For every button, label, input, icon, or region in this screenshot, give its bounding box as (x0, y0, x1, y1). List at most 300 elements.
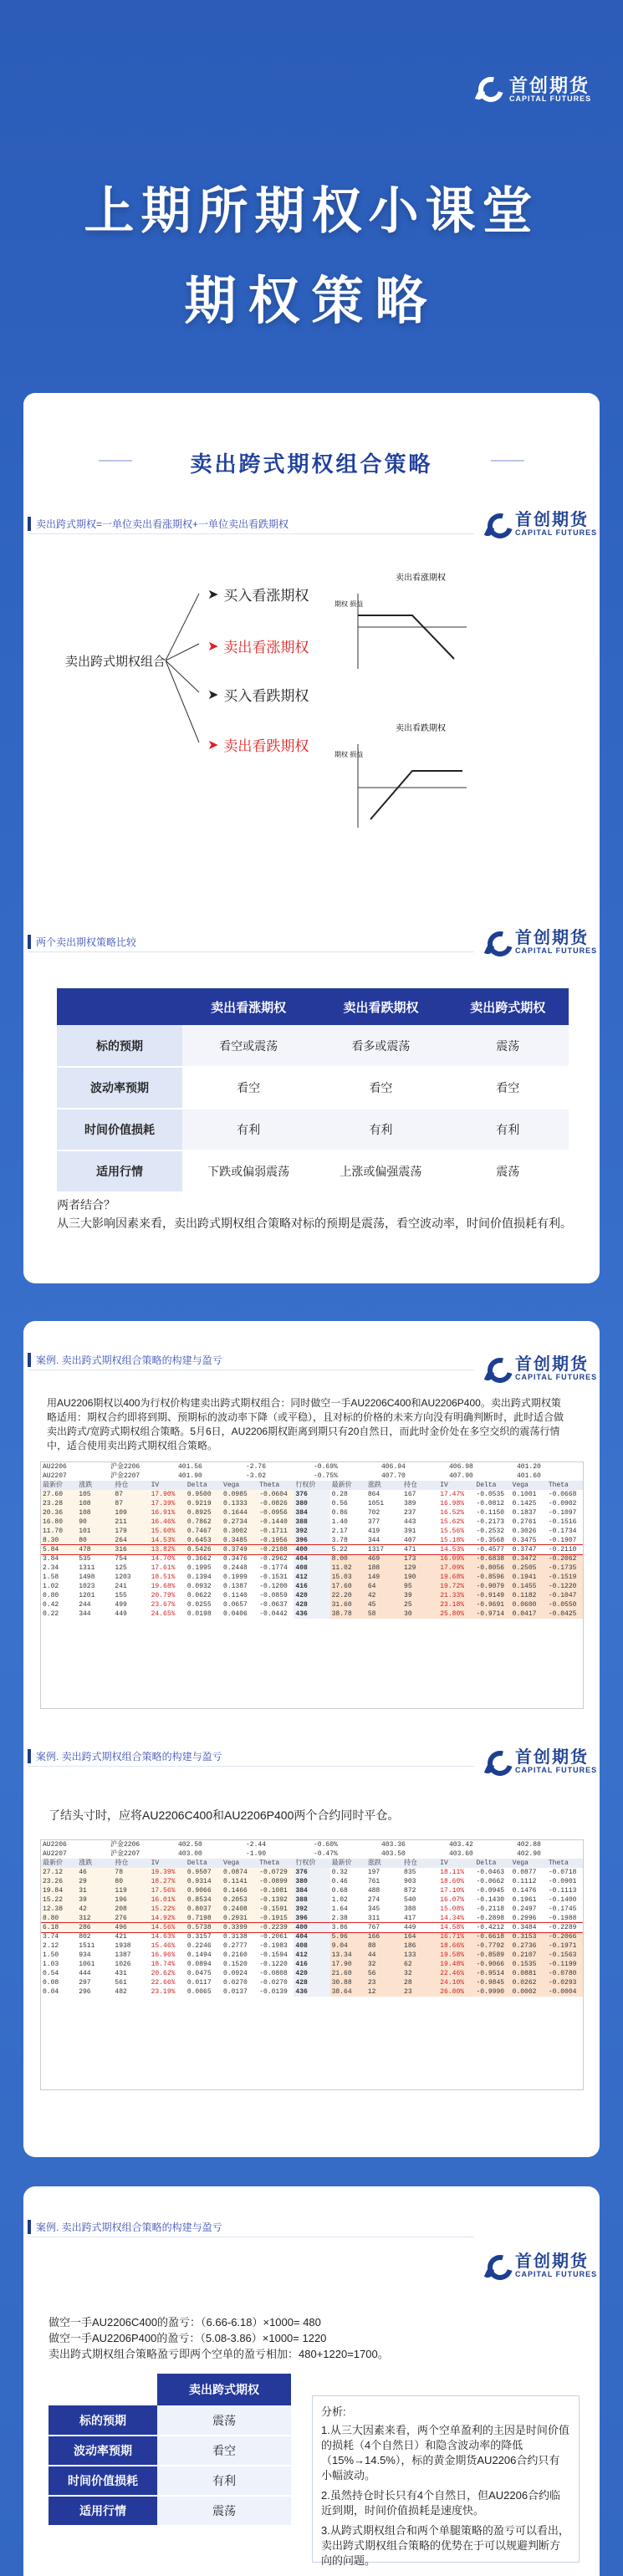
cell: Vega (512, 1859, 529, 1867)
cell: -2.76 (246, 1463, 267, 1471)
brand-en: CAPITAL FUTURES (515, 1765, 598, 1774)
cell: 155 (113, 1591, 149, 1600)
cell: -0.1745 (547, 1905, 583, 1914)
mindmap-branches (166, 577, 224, 761)
cell: -0.0270 (258, 1978, 294, 1987)
cell: 23 (402, 1987, 438, 1997)
cell: 14.92% (150, 1914, 186, 1923)
cell: -0.1915 (258, 1914, 294, 1923)
cell: 436 (294, 1987, 329, 1997)
cell: 0.1837 (511, 1508, 547, 1518)
cell: 0.7198 (186, 1914, 222, 1923)
brand-en: CAPITAL FUTURES (515, 1372, 598, 1381)
comparison-table (57, 988, 569, 1193)
option-chain-open (40, 1461, 584, 1709)
cell: 8.80 (41, 1914, 77, 1923)
cell: -0.1971 (547, 1941, 583, 1951)
cell: 188 (366, 1563, 402, 1573)
cell: AU2206 (43, 1841, 67, 1849)
cell: 417 (402, 1914, 438, 1923)
cell: 沪金2207 (110, 1850, 140, 1858)
cell: 23.26 (41, 1877, 77, 1886)
cell: -0.1591 (258, 1905, 294, 1914)
cell: 16.52% (438, 1508, 474, 1518)
cell: -0.1220 (547, 1582, 583, 1591)
cell: 18.11% (438, 1868, 474, 1877)
cell: 0.1455 (511, 1582, 547, 1591)
cell: 0.1394 (186, 1573, 222, 1582)
cell: 376 (294, 1868, 329, 1877)
cell: 0.0924 (222, 1969, 258, 1978)
chart-title: 卖出看涨期权 (396, 574, 446, 583)
cell: 0.1494 (186, 1951, 222, 1960)
cell: 19.72% (438, 1582, 474, 1591)
cell: 0.6453 (186, 1536, 222, 1545)
cell: 1026 (113, 1960, 149, 1969)
cell: 80 (113, 1877, 149, 1886)
mindmap-item-buy-call (207, 584, 309, 604)
cell: -0.1956 (258, 1536, 294, 1545)
cell: -0.0808 (258, 1969, 294, 1978)
cell: 震荡 (157, 2496, 291, 2526)
brand-cn: 首创期货 (509, 74, 590, 96)
cell: 0.8037 (186, 1905, 222, 1914)
futures-row (41, 1472, 583, 1481)
cell: 406.94 (381, 1463, 406, 1471)
cell: -0.0442 (258, 1609, 294, 1619)
cell: -0.0780 (547, 1969, 583, 1978)
cell: 64 (366, 1582, 402, 1591)
cell: -0.1735 (547, 1563, 583, 1573)
cell: 0.1140 (222, 1591, 258, 1600)
cell: 0.7467 (186, 1527, 222, 1536)
cell: -0.1563 (547, 1951, 583, 1960)
cell: 449 (113, 1609, 149, 1619)
cell: -0.60% (314, 1841, 338, 1849)
brand-mark-icon (482, 510, 510, 538)
cell: 沪金2206 (110, 1841, 140, 1849)
cell: 108 (77, 1499, 113, 1508)
cell: 1.40 (330, 1518, 366, 1527)
sub-title: 期权策略 (184, 270, 439, 331)
cell: 211 (113, 1518, 149, 1527)
cell: 20.36 (41, 1508, 77, 1518)
cell: -0.0729 (258, 1868, 294, 1877)
cell: 3.74 (41, 1932, 77, 1941)
cell: 0.9500 (186, 1490, 222, 1499)
cell: -0.0956 (258, 1508, 294, 1518)
cell: 涨跌 (79, 1482, 93, 1489)
cell: 23.19% (150, 1987, 186, 1997)
table-row (41, 1573, 583, 1582)
cell: -0.8056 (474, 1563, 510, 1573)
cell: 444 (77, 1969, 113, 1978)
col-header: 卖出跨式期权 (447, 988, 569, 1025)
cell: 18.51% (150, 1573, 186, 1582)
cell: 0.2777 (222, 1941, 258, 1951)
cell: 沪金2207 (110, 1472, 140, 1480)
cell: 0.04 (41, 1987, 77, 1997)
table-row (41, 1582, 583, 1591)
cell: 1938 (113, 1941, 149, 1951)
cell: -0.2061 (258, 1932, 294, 1941)
cell: 402.90 (517, 1850, 541, 1858)
cell: 0.86 (330, 1508, 366, 1518)
cell: 264 (113, 1536, 149, 1545)
cell: 0.3399 (222, 1923, 258, 1932)
cell: 0.3747 (511, 1545, 547, 1554)
cell: 17.10% (438, 1886, 474, 1895)
table-row (41, 1987, 583, 1997)
slide-logo (482, 1354, 597, 1383)
cell: 0.2761 (511, 1518, 547, 1527)
cell: 持仓 (404, 1859, 418, 1867)
analysis-box (312, 2395, 580, 2567)
cell: 0.2246 (186, 1941, 222, 1951)
cell: 16.07% (438, 1895, 474, 1905)
cell: 0.3749 (222, 1545, 258, 1554)
slide-rule (28, 533, 474, 534)
cell: 15.08% (438, 1905, 474, 1914)
cell: 0.0881 (511, 1969, 547, 1978)
cell: 133 (402, 1951, 438, 1960)
cell: 20.62% (150, 1969, 186, 1978)
cell: 27.60 (41, 1490, 77, 1499)
cell: -0.9691 (474, 1600, 510, 1609)
table-row (41, 1951, 583, 1960)
cell: 32 (366, 1960, 402, 1969)
payoff-line (358, 615, 454, 659)
cell: 2.12 (41, 1941, 77, 1951)
card-case-study (23, 1321, 600, 2157)
cell: 42 (366, 1591, 402, 1600)
cell: -0.2532 (474, 1527, 510, 1536)
card-header: 卖出跨式期权组合策略 (23, 447, 600, 478)
brand-en: CAPITAL FUTURES (509, 94, 592, 103)
cell: 0.3472 (511, 1554, 547, 1563)
cell: 16.91% (150, 1508, 186, 1518)
cell: 22.46% (438, 1969, 474, 1978)
table-row (41, 1877, 583, 1886)
slide-definition (23, 510, 600, 886)
cell: 408 (294, 1941, 329, 1951)
mindmap-label: 卖出看涨期权 (223, 640, 309, 655)
cell: 934 (77, 1951, 113, 1960)
table-row (41, 1508, 583, 1518)
cell: 428 (294, 1600, 329, 1609)
cell: Theta (548, 1482, 569, 1489)
cell: 449 (402, 1923, 438, 1932)
cell: 最新价 (331, 1859, 352, 1867)
row-header: 波动率预期 (57, 1067, 182, 1109)
arrow-right-icon: ➤ (207, 737, 219, 752)
cell: -0.9066 (474, 1960, 510, 1969)
cell: -0.2118 (474, 1905, 510, 1914)
table-header-row (41, 1481, 583, 1490)
cell: 400 (294, 1923, 329, 1932)
cell: 0.8534 (186, 1895, 222, 1905)
cell: 16.46% (150, 1518, 186, 1527)
table-row (49, 2496, 291, 2526)
cell: 186 (402, 1941, 438, 1951)
cell: 1203 (113, 1573, 149, 1582)
cell: -0.0535 (474, 1490, 510, 1499)
cell: -0.1430 (474, 1895, 510, 1905)
calc-line: 做空一手AU2206P400的盈亏：（5.08-3.86）×1000= 1220 (49, 2332, 327, 2344)
cell: 0.2408 (222, 1905, 258, 1914)
cell: 3.86 (330, 1923, 366, 1932)
cell: 208 (113, 1905, 149, 1914)
cell: -0.0004 (547, 1987, 583, 1997)
cell: 380 (294, 1877, 329, 1886)
cell: 0.0117 (186, 1978, 222, 1987)
cell: 0.9066 (186, 1886, 222, 1895)
table-row (41, 1518, 583, 1527)
cell: 0.3662 (186, 1554, 222, 1563)
cell: 0.80 (41, 1591, 77, 1600)
cell: 有利 (157, 2466, 291, 2496)
cell: 389 (402, 1499, 438, 1508)
cell: 0.0622 (186, 1591, 222, 1600)
cell: 396 (294, 1536, 329, 1545)
row-header: 波动率预期 (49, 2436, 157, 2466)
cell: 1023 (77, 1582, 113, 1591)
main-title: 上期所期权小课堂 (84, 182, 539, 241)
cell: -0.0550 (547, 1600, 583, 1609)
cell: 看空或震荡 (182, 1025, 314, 1067)
axis-label: 期权 损益 (334, 600, 364, 608)
cell: 403.50 (381, 1850, 406, 1858)
cell: 166 (366, 1932, 402, 1941)
cell: 402.50 (178, 1841, 202, 1849)
cell: 0.0874 (222, 1868, 258, 1877)
cell: 13.34 (330, 1951, 366, 1960)
cell: -0.75% (314, 1472, 338, 1480)
cell: 344 (366, 1536, 402, 1545)
cell: 0.1995 (186, 1563, 222, 1573)
table-row (41, 1591, 583, 1600)
cell: 看空 (182, 1067, 314, 1109)
cell: 2.34 (41, 1563, 77, 1573)
cell: 0.1112 (511, 1877, 547, 1886)
cell: 404 (294, 1932, 329, 1941)
cell: 最新价 (43, 1859, 63, 1867)
cell: 388 (294, 1895, 329, 1905)
chart-title: 卖出看跌期权 (396, 724, 446, 733)
cell: 80 (77, 1536, 113, 1545)
brand-cn: 首创期货 (515, 1354, 589, 1374)
cell: 419 (366, 1527, 402, 1536)
cell: 17.39% (150, 1499, 186, 1508)
cell: -0.1047 (547, 1591, 583, 1600)
cell: 看空 (314, 1067, 447, 1109)
row-header: 标的预期 (57, 1025, 182, 1067)
cell: AU2207 (43, 1472, 67, 1480)
cell: 39 (77, 1895, 113, 1905)
cell: 1201 (77, 1591, 113, 1600)
cell: 0.2931 (222, 1914, 258, 1923)
cell: 482 (113, 1987, 149, 1997)
cell: 行权价 (295, 1859, 316, 1867)
cell: 761 (366, 1877, 402, 1886)
cell: 45 (366, 1600, 402, 1609)
cell: 0.1535 (511, 1960, 547, 1969)
table-row (41, 1563, 583, 1573)
cell: 0.42 (41, 1600, 77, 1609)
cell: 0.1520 (222, 1960, 258, 1969)
cell: 1498 (77, 1573, 113, 1582)
cell: 22.66% (150, 1978, 186, 1987)
cell: 19.68% (150, 1582, 186, 1591)
table-row (49, 2405, 291, 2436)
cell: 18.60% (438, 1877, 474, 1886)
analysis-title: 分析: (321, 2405, 346, 2418)
cell: 25 (402, 1600, 438, 1609)
cell: 0.54 (41, 1969, 77, 1978)
arrow-right-icon: ➤ (207, 587, 219, 602)
cell: 95 (402, 1582, 438, 1591)
cell: 0.1141 (222, 1877, 258, 1886)
cell: -0.8596 (474, 1573, 510, 1582)
row-header: 标的预期 (49, 2405, 157, 2436)
brand-mark-icon (482, 1747, 510, 1776)
cell: Theta (259, 1482, 280, 1489)
table-row (41, 1490, 583, 1499)
cell: 15.22% (150, 1905, 186, 1914)
arrow-right-icon: ➤ (207, 639, 219, 654)
cell: 12 (366, 1987, 402, 1997)
table-row (41, 1905, 583, 1914)
cell: 129 (402, 1563, 438, 1573)
cell: 17.47% (438, 1490, 474, 1499)
cell: -0.69% (314, 1463, 338, 1471)
cell: -0.2066 (547, 1932, 583, 1941)
brand-cn: 首创期货 (515, 510, 589, 529)
cell: 32 (402, 1969, 438, 1978)
cell: 震荡 (157, 2405, 291, 2436)
cell: 540 (402, 1895, 438, 1905)
cell: -0.0899 (258, 1877, 294, 1886)
cell: Theta (259, 1859, 280, 1867)
brand-en: CAPITAL FUTURES (515, 528, 598, 537)
cell: -0.2962 (258, 1554, 294, 1563)
cell: 15.62% (438, 1518, 474, 1527)
cell: 17.90 (330, 1960, 366, 1969)
cell: 384 (294, 1508, 329, 1518)
cell: -0.0945 (474, 1886, 510, 1895)
cell: 416 (294, 1960, 329, 1969)
table-row (41, 1554, 583, 1563)
cell: 286 (77, 1923, 113, 1932)
cell: 1311 (77, 1563, 113, 1573)
cell: 0.0065 (186, 1987, 222, 1997)
cell: 30 (402, 1609, 438, 1619)
cell: 23.28 (41, 1499, 77, 1508)
cell: IV (151, 1859, 160, 1867)
cell: 42 (77, 1905, 113, 1914)
cell: 0.3002 (222, 1527, 258, 1536)
cell: 428 (294, 1978, 329, 1987)
col-header (57, 988, 182, 1025)
row-header: 适用行情 (49, 2496, 157, 2526)
cell: 407.90 (449, 1472, 473, 1480)
cell: 15.22 (41, 1895, 77, 1905)
cell: -0.1734 (547, 1527, 583, 1536)
cell: 101 (77, 1527, 113, 1536)
cell: 403.36 (381, 1841, 406, 1849)
cell: -0.0637 (258, 1600, 294, 1609)
cell: 上涨或偏强震荡 (314, 1150, 447, 1192)
cell: 125 (113, 1563, 149, 1573)
cell: Theta (548, 1859, 569, 1867)
cell: -0.9714 (474, 1609, 510, 1619)
cell: -0.0859 (258, 1591, 294, 1600)
cell: 23.67% (150, 1600, 186, 1609)
cell: 持仓 (404, 1482, 418, 1489)
cell: AU2207 (43, 1850, 67, 1858)
cell: 23.18% (438, 1600, 474, 1609)
cell: 0.3026 (511, 1527, 547, 1536)
cell: -0.0901 (547, 1877, 583, 1886)
table-row (41, 1941, 583, 1951)
cell: 376 (294, 1490, 329, 1499)
slide-title: 卖出跨式期权=一单位卖出看涨期权+一单位卖出看跌期权 (28, 517, 289, 531)
cell: 46 (77, 1868, 113, 1877)
cell: 0.1644 (222, 1508, 258, 1518)
cell: 18.66% (438, 1941, 474, 1951)
cell: 沪金2206 (110, 1463, 140, 1471)
cell: 9.04 (330, 1941, 366, 1951)
brand-cn: 首创期货 (515, 2252, 589, 2271)
table-row (41, 1536, 583, 1545)
cell: 407 (402, 1536, 438, 1545)
cell: 0.1941 (511, 1573, 547, 1582)
cell: 11.70 (41, 1527, 77, 1536)
cell: 345 (366, 1905, 402, 1914)
cell: 87 (113, 1490, 149, 1499)
cell: 23 (366, 1978, 402, 1987)
cell: IV (440, 1482, 448, 1489)
cell: Delta (476, 1482, 497, 1489)
table-row (41, 1609, 583, 1619)
cell: 14.53% (438, 1545, 474, 1554)
table-header-row (41, 1859, 583, 1868)
slide-logo (482, 2252, 597, 2280)
cell: -0.0139 (258, 1987, 294, 1997)
cell: -0.2289 (547, 1923, 583, 1932)
cell: -2.44 (246, 1841, 267, 1849)
calc-line: 做空一手AU2206C400的盈亏：（6.66-6.18）×1000= 480 (49, 2316, 321, 2329)
cell: -0.9514 (474, 1969, 510, 1978)
cell: -0.1400 (547, 1895, 583, 1905)
payoff-line (370, 771, 462, 819)
cell: 296 (77, 1987, 113, 1997)
row-header: 时间价值损耗 (49, 2466, 157, 2496)
brand-en: CAPITAL FUTURES (515, 946, 598, 955)
cell: -0.1200 (258, 1582, 294, 1591)
cell: 持仓 (115, 1859, 129, 1867)
cell: 1.03 (41, 1960, 77, 1969)
cell: 20.79% (150, 1591, 186, 1600)
cell: Delta (186, 1859, 207, 1867)
col-header: 卖出看跌期权 (314, 988, 447, 1025)
cell: Vega (512, 1482, 529, 1489)
cell: 164 (402, 1932, 438, 1941)
cell: 401.60 (517, 1472, 541, 1480)
cell: 0.9507 (186, 1868, 222, 1877)
table-row (41, 1600, 583, 1609)
cell: -0.1150 (474, 1508, 510, 1518)
